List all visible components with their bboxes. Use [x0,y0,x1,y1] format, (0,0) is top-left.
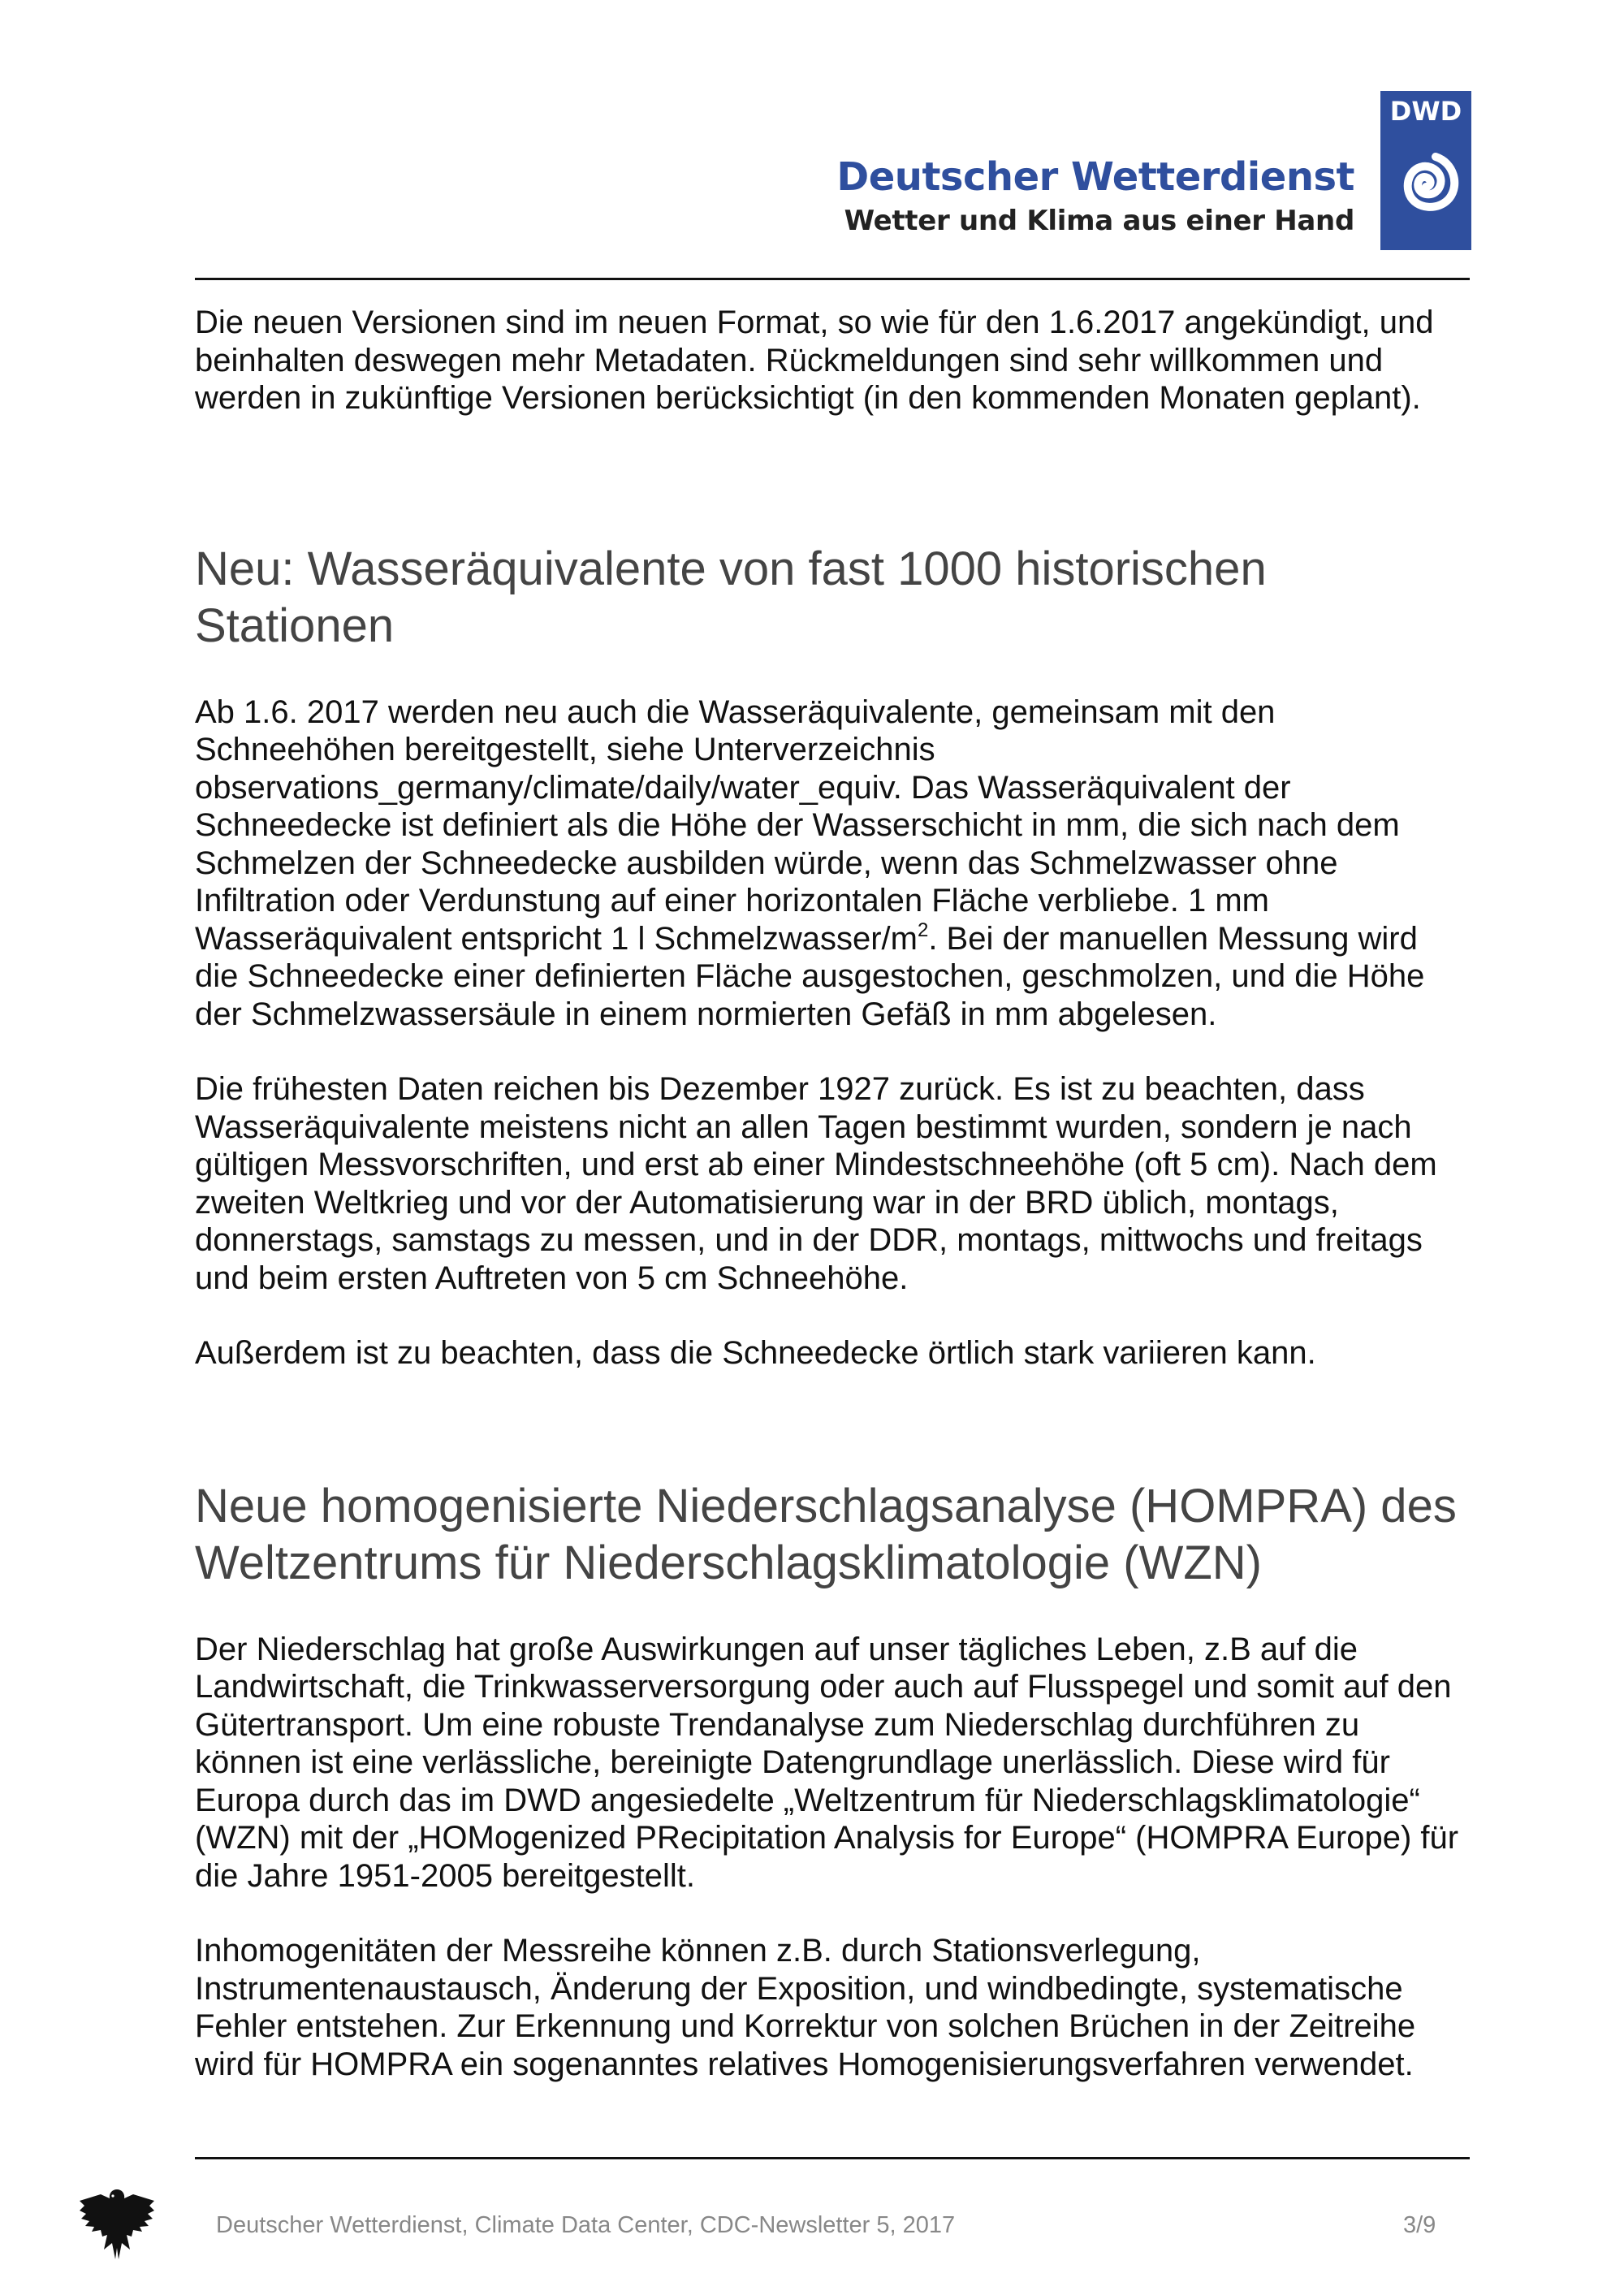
page-number: 3/9 [1403,2212,1436,2238]
footer-rule [195,2157,1470,2159]
paragraph-text: Ab 1.6. 2017 werden neu auch die Wasseräquivalente, gemeinsam mit den Schneehöhen bereitgestellt, siehe Unterverzeichnis observations_germany/climate/daily/water_equiv. Das Wasseräquivalent der Schneedecke ist definiert als die Höhe der Wasserschicht in mm, die sich nach dem Schmelzen der Schneedecke ausbilden würde, wenn das Schmelzwasser ohne Infiltration oder Verdunstung auf einer horizontalen Fläche verbliebe. 1 mm Wasseräquivalent entspricht 1 l Schmelzwasser/m [195,694,1400,957]
section2-paragraph-2: Inhomogenitäten der Messreihe können z.B. durch Stationsverlegung, Instrumentenaustausch, Änderung der Exposition, und windbedingte, systematische Fehler entstehen. Zur Erkennung und Korrektur von solchen Brüchen in der Zeitreihe wird für HOMPRA ein sogenanntes relatives Homogenisierungsverfahren verwendet. [195,1933,1416,2082]
header-rule [195,278,1470,280]
dwd-logo [1380,91,1471,250]
intro-paragraph: Die neuen Versionen sind im neuen Format, so wie für den 1.6.2017 angekündigt, und beinhalten deswegen mehr Metadaten. Rückmeldungen sind sehr willkommen und werden in zukünftige Versionen berücksichtigt (in den kommenden Monaten geplant). [195,305,1434,416]
section-heading-water-equivalent: Neu: Wasseräquivalente von fast 1000 historischen Stationen [195,542,1267,652]
org-name: Deutscher Wetterdienst [836,154,1354,200]
org-tagline: Wetter und Klima aus einer Hand [844,205,1354,237]
section1-paragraph-3: Außerdem ist zu beachten, dass die Schneedecke örtlich stark variieren kann. [195,1335,1316,1371]
section-heading-hompra: Neue homogenisierte Niederschlagsanalyse (HOMPRA) des Weltzentrums für Niederschlagsklimatologie (WZN) [195,1479,1457,1589]
dwd-logo-text [836,153,1354,240]
paragraph-text: . Bei der manuellen Messung wird die Schneedecke einer definierten Fläche ausgestochen, geschmolzen, und die Höhe der Schmelzwassersäule in einem normierten Gefäß in mm abgelesen. [195,920,1425,1032]
footer-text: Deutscher Wetterdienst, Climate Data Center, CDC-Newsletter 5, 2017 [216,2212,956,2238]
section2-paragraph-1: Der Niederschlag hat große Auswirkungen auf unser tägliches Leben, z.B auf die Landwirtschaft, die Trinkwasserversorgung oder auch auf Flusspegel und somit auf den Gütertransport. Um eine robuste Trendanalyse zum Niederschlag durchführen zu können ist eine verlässliche, bereinigte Datengrundlage unerlässlich. Diese wird für Europa durch das im DWD angesiedelte „Weltzentrum für Niederschlagsklimatologie“ (WZN) mit der „HOMogenized PRecipitation Analysis for Europe“ (HOMPRA Europe) für die Jahre 1951-2005 bereitgestellt. [195,1631,1459,1894]
superscript: 2 [917,918,929,941]
federal-eagle-icon [76,2185,158,2263]
document-body [195,304,1470,2083]
section1-paragraph-1 [195,694,1470,1034]
section1-paragraph-2: Die frühesten Daten reichen bis Dezember 1927 zurück. Es ist zu beachten, dass Wasseräquivalente meistens nicht an allen Tagen bestimmt wurden, sondern je nach gültigen Messvorschriften, und erst ab einer Mindestschneehöhe (oft 5 cm). Nach dem zweiten Weltkrieg und vor der Automatisierung war in der BRD üblich, montags, donnerstags, samstags zu messen, und in der DDR, montags, mittwochs und freitags und beim ersten Auftreten von 5 cm Schneehöhe. [195,1071,1437,1296]
spiral-icon [1385,133,1466,239]
logo-abbreviation: DWD [1389,96,1462,127]
